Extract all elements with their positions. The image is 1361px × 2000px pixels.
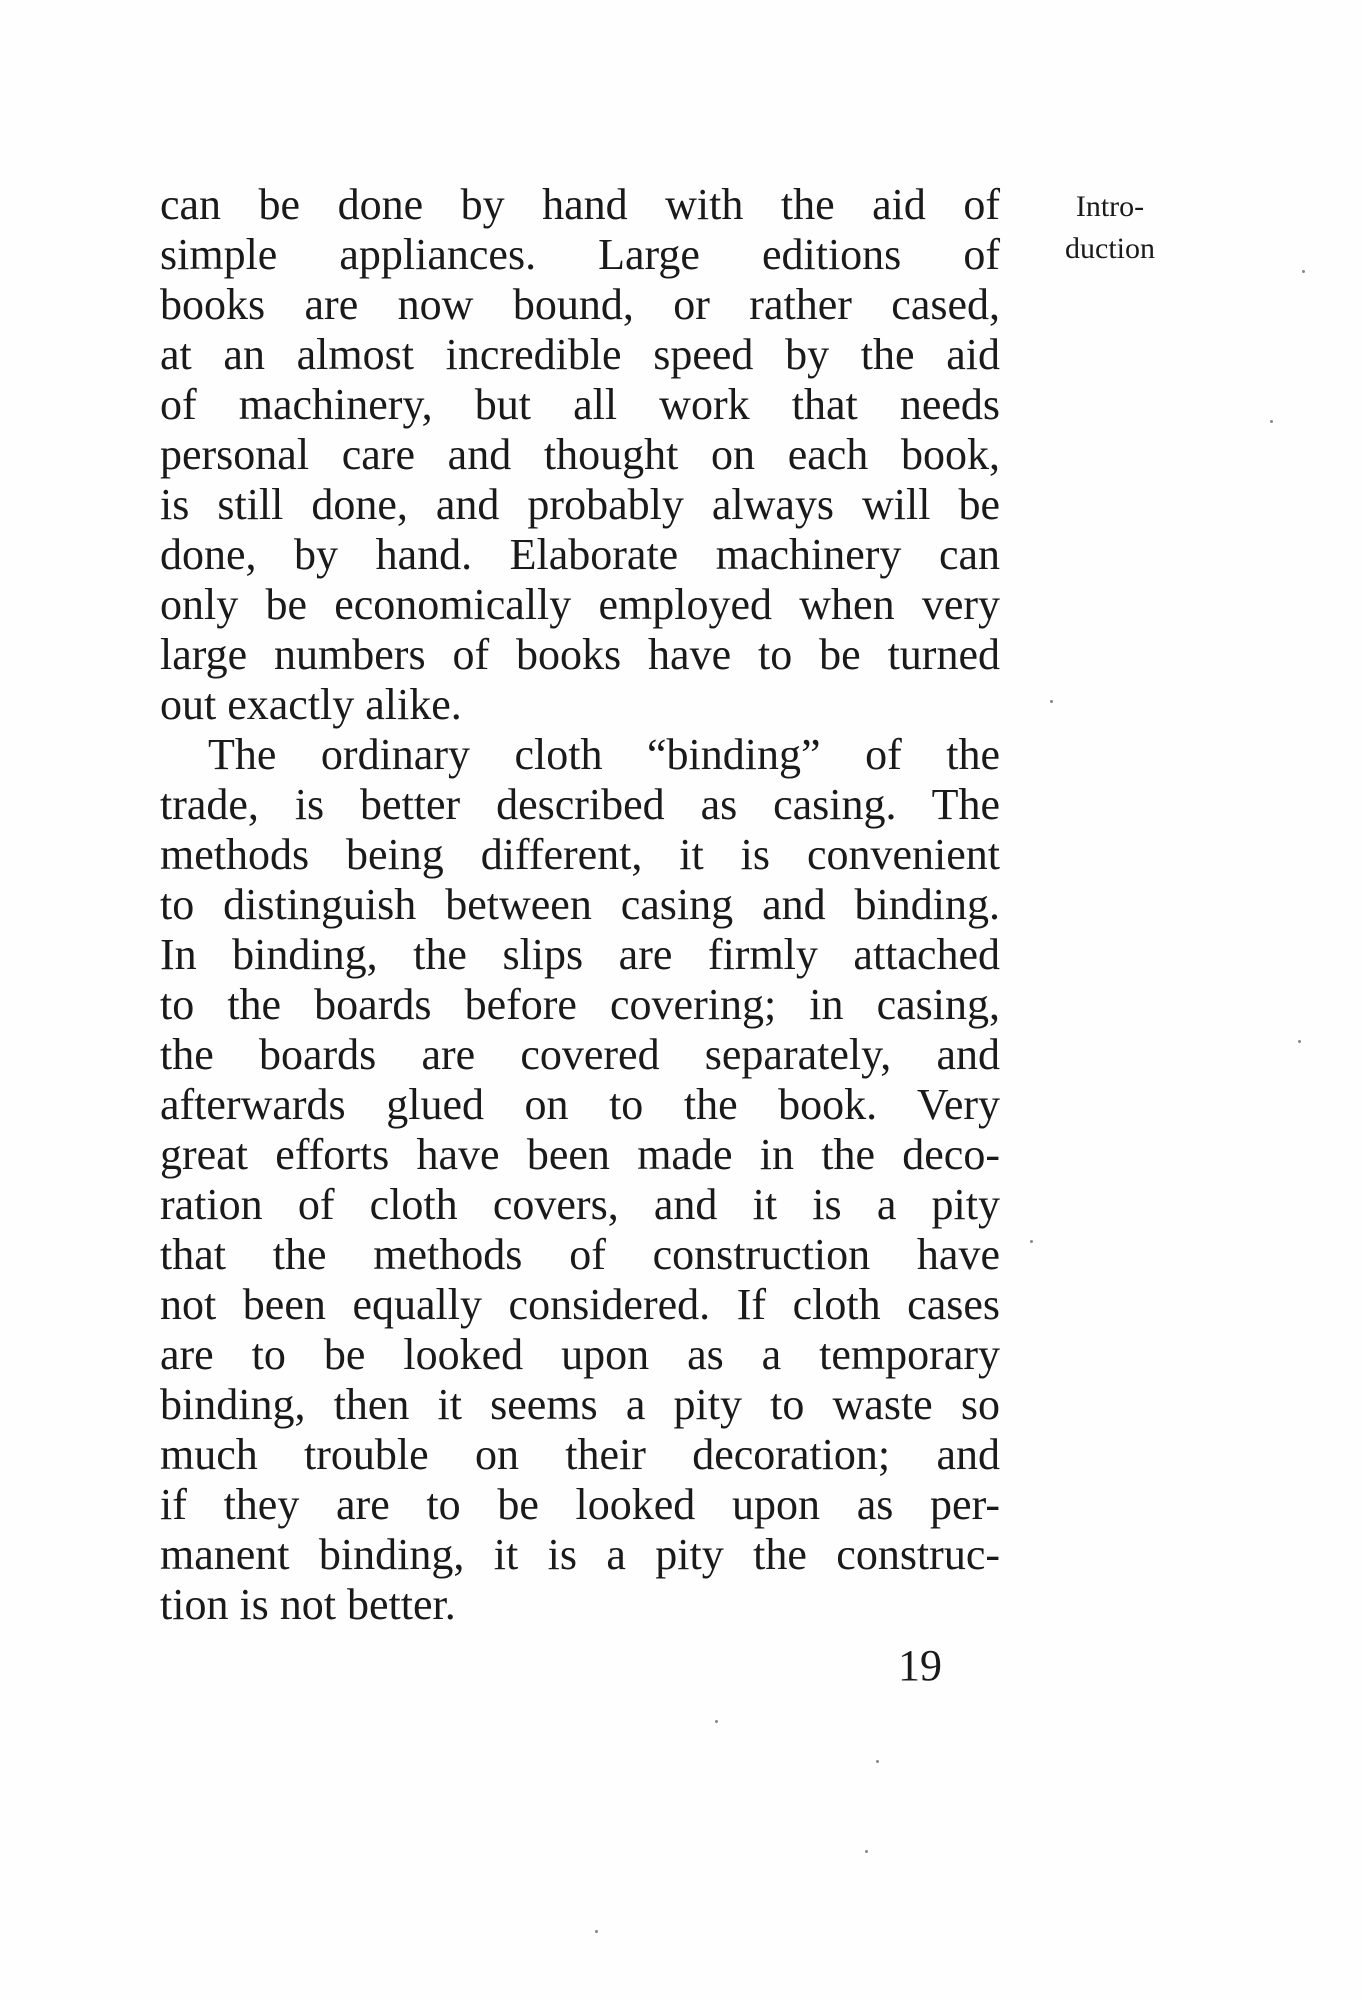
text-line: methods being different, it is convenient	[160, 830, 1000, 879]
text-line: to the boards before covering; in casing,	[160, 980, 1000, 1029]
paper-speck	[1298, 1040, 1301, 1043]
text-line: trade, is better described as casing. The	[160, 780, 1000, 829]
text-line: personal care and thought on each book,	[160, 430, 1000, 479]
text-line: manent binding, it is a pity the construc-	[160, 1530, 1000, 1579]
text-line: ration of cloth covers, and it is a pity	[160, 1180, 1000, 1229]
text-line: not been equally considered. If cloth cases	[160, 1280, 1000, 1329]
paper-speck	[1030, 1240, 1033, 1243]
text-line: great efforts have been made in the deco-	[160, 1130, 1000, 1179]
marginal-note-line: Intro-	[1075, 190, 1145, 223]
text-line: is still done, and probably always will be	[160, 480, 1000, 529]
marginal-note	[1045, 186, 1175, 270]
text-line: to distinguish between casing and binding.	[160, 880, 1000, 929]
body-text	[160, 180, 1000, 1630]
text-line: binding, then it seems a pity to waste so	[160, 1380, 1000, 1429]
text-line: if they are to be looked upon as per-	[160, 1480, 1000, 1529]
paragraph-2	[160, 730, 1000, 1630]
paragraph-1	[160, 180, 1000, 730]
paper-speck	[1050, 700, 1053, 703]
text-line: out exactly alike.	[160, 680, 462, 729]
text-line: The ordinary cloth “binding” of the	[208, 730, 1000, 779]
paper-speck	[715, 1720, 718, 1723]
paper-speck	[1270, 420, 1273, 423]
text-line: of machinery, but all work that needs	[160, 380, 1000, 429]
text-line: large numbers of books have to be turned	[160, 630, 1000, 679]
text-line: are to be looked upon as a temporary	[160, 1330, 1000, 1379]
text-line: afterwards glued on to the book. Very	[160, 1080, 1000, 1129]
text-line: at an almost incredible speed by the aid	[160, 330, 1000, 379]
text-line: only be economically employed when very	[160, 580, 1000, 629]
text-line: In binding, the slips are firmly attached	[160, 930, 1000, 979]
text-line: can be done by hand with the aid of	[160, 180, 1000, 229]
paper-speck	[876, 1760, 879, 1763]
page-number: 19	[898, 1641, 942, 1690]
text-line: simple appliances. Large editions of	[160, 230, 1000, 279]
paper-speck	[1302, 270, 1305, 273]
text-line: tion is not better.	[160, 1580, 456, 1629]
text-line: the boards are covered separately, and	[160, 1030, 1000, 1079]
paper-speck	[595, 1930, 598, 1933]
text-line: books are now bound, or rather cased,	[160, 280, 1000, 329]
text-line: much trouble on their decoration; and	[160, 1430, 1000, 1479]
text-line: done, by hand. Elaborate machinery can	[160, 530, 1000, 579]
marginal-note-line: duction	[1065, 232, 1155, 265]
text-line: that the methods of construction have	[160, 1230, 1000, 1279]
paper-speck	[865, 1850, 868, 1853]
